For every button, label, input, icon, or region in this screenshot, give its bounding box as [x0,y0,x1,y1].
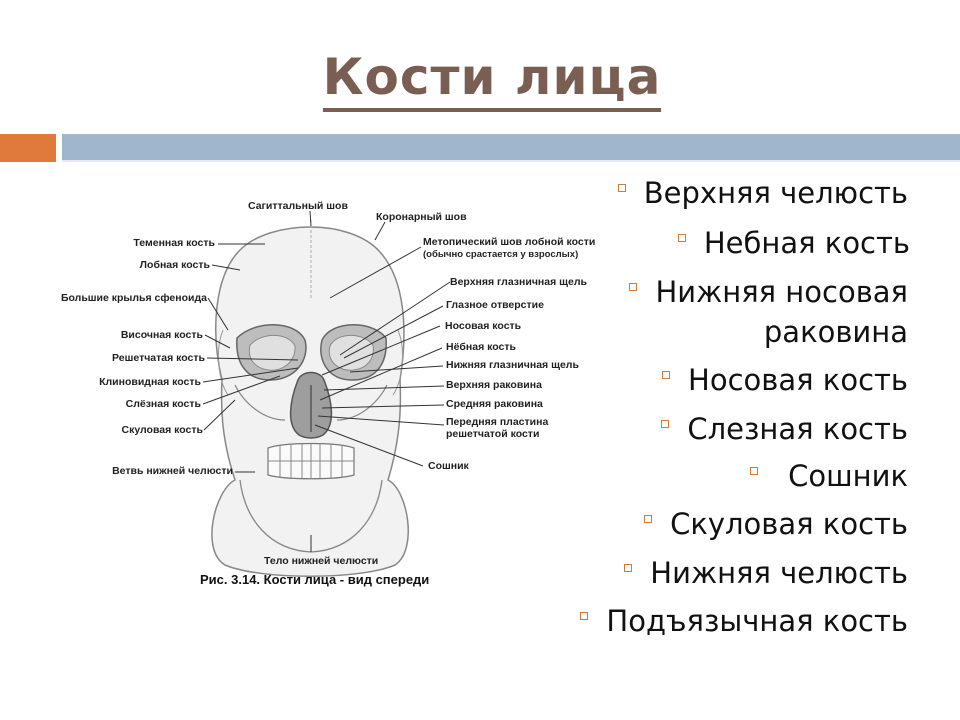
skull-figure [40,180,596,600]
list-item: Носовая кость [662,361,908,399]
bullet-marker-icon [580,612,588,620]
bullet-marker-icon [618,184,626,192]
list-item: Нижняя челюсть [624,554,908,592]
label-mandible-body: Тело нижней челюсти [264,555,379,567]
label-sphenoid-wings: Большие крылья сфеноида [60,292,207,304]
label-parietal-bone: Теменная кость [133,237,215,249]
slide-title: Кости лица [0,48,960,106]
bullet-marker-icon [624,564,632,572]
label-metopic-note: (обычно срастается у взрослых) [423,249,579,260]
list-item: Сошник [750,457,908,495]
label-palatine-bone: Нёбная кость [446,341,516,353]
accent-bar-orange [0,134,56,162]
label-ethmoid-bone: Решетчатая кость [112,352,205,364]
label-middle-concha: Средняя раковина [446,398,543,410]
label-nasal-bone: Носовая кость [445,320,522,332]
label-ethmoid-plate: Передняя пластина [446,416,549,428]
accent-bar-blue [62,134,960,162]
bullet-marker-icon [750,467,758,475]
accent-bar-shadow [62,160,960,162]
bullet-marker-icon [629,283,637,291]
label-metopic-suture: Метопический шов лобной кости [423,236,596,248]
list-item-continuation: раковина [763,315,908,349]
label-optic-foramen: Глазное отверстие [446,299,544,311]
label-frontal-bone: Лобная кость [139,259,210,271]
label-temporal-bone: Височная кость [120,329,203,341]
figure-caption: Рис. 3.14. Кости лица - вид спереди [200,572,430,587]
label-vomer: Сошник [428,460,469,472]
label-sphenoid-bone: Клиновидная кость [99,376,201,388]
label-ethmoid-plate-2: решетчатой кости [446,428,540,440]
bullet-marker-icon [661,420,669,428]
bullet-marker-icon [678,234,686,242]
list-item: Верхняя челюсть [618,174,908,212]
list-item: Слезная кость [661,410,908,448]
list-item: Небная кость [678,224,910,262]
label-zygomatic-bone: Скуловая кость [121,424,203,436]
label-mandible-ramus: Ветвь нижней челюсти [112,465,233,477]
label-sagittal-suture: Сагиттальный шов [248,200,348,212]
label-lacrimal-bone: Слёзная кость [125,398,201,410]
bullet-marker-icon [644,515,652,523]
list-item: Подъязычная кость [580,602,908,640]
list-item: Скуловая кость [644,505,908,543]
label-superior-concha: Верхняя раковина [446,379,542,391]
bullet-marker-icon [662,371,670,379]
label-inferior-orbital-fissure: Нижняя глазничная щель [446,359,579,371]
label-coronal-suture: Коронарный шов [376,211,467,223]
list-item: Нижняя носовая [629,273,908,311]
label-superior-orbital-fissure: Верхняя глазничная щель [450,276,587,288]
